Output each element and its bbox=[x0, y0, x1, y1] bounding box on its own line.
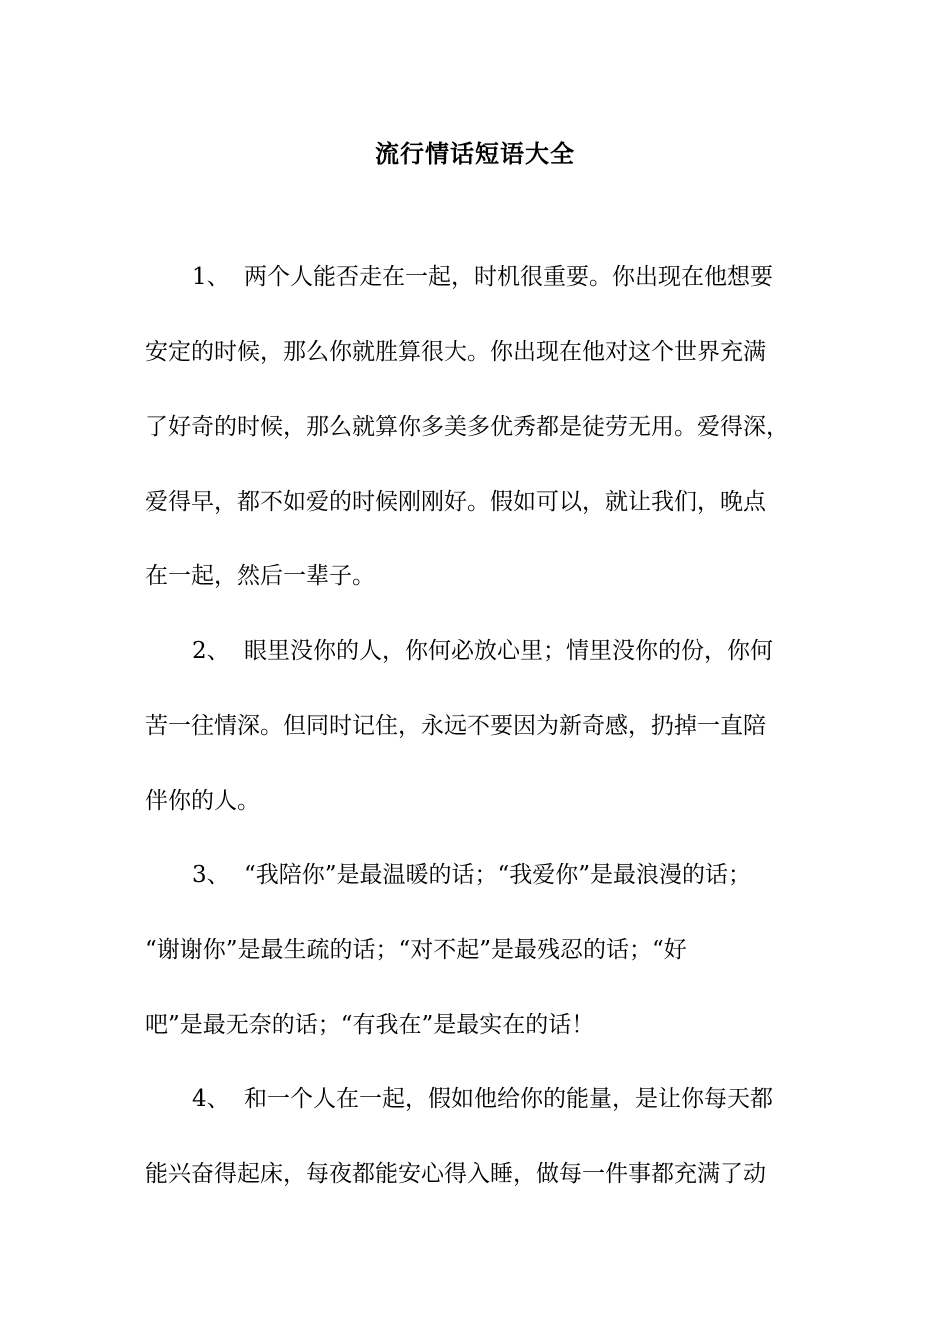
paragraph-2-text: 眼里没你的人，你何必放心里；情里没你的份，你何 bbox=[244, 638, 773, 664]
paragraph-2-line-3: 伴你的人。 bbox=[145, 788, 260, 814]
paragraph-1-line-3: 了好奇的时候，那么就算你多美多优秀都是徒劳无用。爱得深， bbox=[145, 414, 789, 440]
paragraph-4-line-2: 能兴奋得起床，每夜都能安心得入睡，做每一件事都充满了动 bbox=[145, 1161, 766, 1187]
paragraph-1-line-5: 在一起，然后一辈子。 bbox=[145, 563, 375, 589]
paragraph-1-line-4: 爱得早，都不如爱的时候刚刚好。假如可以，就让我们，晚点 bbox=[145, 489, 766, 515]
paragraph-3-line-3: 吧”是最无奈的话；“有我在”是最实在的话！ bbox=[145, 1012, 595, 1038]
paragraph-3-text: “我陪你”是最温暖的话；“我爱你”是最浪漫的话； bbox=[244, 862, 752, 888]
paragraph-2-number: 2、 bbox=[192, 638, 230, 664]
paragraph-2-line-1 bbox=[192, 636, 773, 666]
document-title: 流行情话短语大全 bbox=[375, 140, 575, 168]
paragraph-4-number: 4、 bbox=[192, 1086, 230, 1112]
paragraph-4-text: 和一个人在一起，假如他给你的能量，是让你每天都 bbox=[244, 1086, 773, 1112]
paragraph-2-line-2: 苦一往情深。但同时记住，永远不要因为新奇感，扔掉一直陪 bbox=[145, 713, 766, 739]
paragraph-3-line-1 bbox=[192, 860, 751, 890]
paragraph-3-line-2: “谢谢你”是最生疏的话；“对不起”是最残忍的话；“好 bbox=[145, 937, 687, 963]
paragraph-3-number: 3、 bbox=[192, 862, 230, 888]
paragraph-1-text: 两个人能否走在一起，时机很重要。你出现在他想要 bbox=[244, 264, 773, 290]
paragraph-1-line-2: 安定的时候，那么你就胜算很大。你出现在他对这个世界充满 bbox=[145, 339, 766, 365]
paragraph-1-number: 1、 bbox=[192, 264, 230, 290]
paragraph-4-line-1 bbox=[192, 1084, 773, 1114]
paragraph-1-line-1 bbox=[192, 262, 773, 292]
